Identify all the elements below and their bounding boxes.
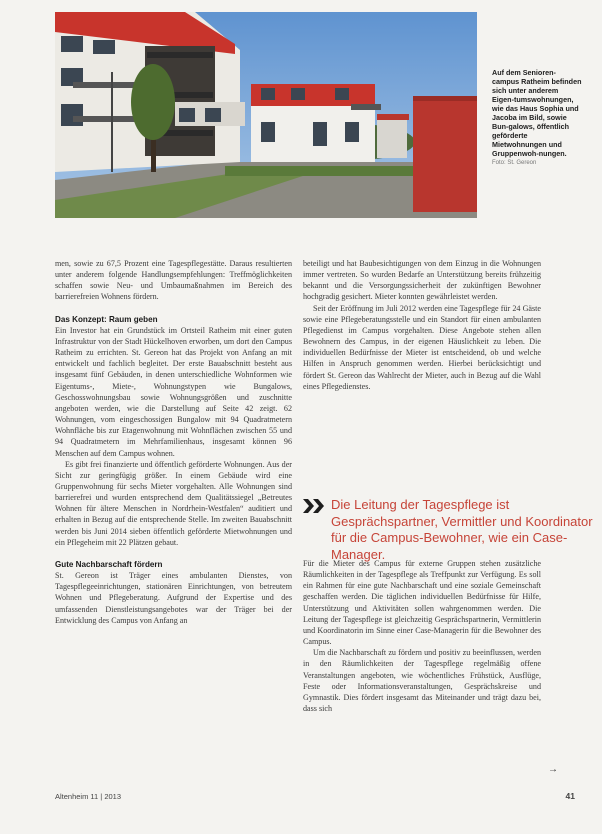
photo-credit: Foto: St. Gereon (492, 160, 537, 166)
magazine-issue: Altenheim 11 | 2013 (55, 792, 122, 801)
campus-photo (55, 12, 477, 218)
text-column-left (55, 258, 292, 626)
page-number: 41 (565, 791, 575, 801)
campus-photo-illustration (55, 12, 477, 218)
caption-text: Auf dem Senioren-campus Ratheim befinden sich unter anderem Eigen-tumswohnungen, wie das Haus Sophia und Jacoba im Bild, sowie Bun-galows, öffentlich geförderte Mietwohnungen und Gruppenwoh-nungen. (492, 68, 582, 158)
text-column-right-top (303, 258, 541, 392)
quote-arrows-icon (303, 499, 325, 513)
paragraph: St. Gereon ist Träger eines ambulanten Dienstes, von Tagespflegeeinrichtungen, stationären Einrichtungen, von betreutem Wohnen und Pflegeberatung. Aufgrund der Expertise und des umfassenden Dienstleistungsangebotes war der Träger bei der Entwicklung des Campus von Anfang an (55, 571, 292, 625)
text-column-right-bottom (303, 558, 541, 714)
paragraph: Seit der Eröffnung im Juli 2012 werden eine Tagespflege für 24 Gäste sowie eine Pflegeberatungsstelle und ein Standort für einen ambulanten Pflegedienst im Campus vorgehalten. Diese Angebote stehen allen Bewohnern des Campus, in der eigenen Häuslichkeit zu leben. Die individuellen Bedürfnisse der Mieter ist entscheidend, ob und welche Hilfen in Anspruch genommen werden. Hierbei berücksichtigt und fördert St. Gereon das Wahlrecht der Mieter, auch in Bezug auf die Wahl eines Pflegedienstes. (303, 303, 541, 391)
paragraph: Ein Investor hat ein Grundstück im Ortsteil Ratheim mit einer guten Infrastruktur von der Stadt Hückelhoven erworben, um dort den Campus Ratheim zu errichten. St. Gereon hat das Projekt von Anfang an mit entwickelt und fachlich begleitet. Der erste Bauabschnitt besteht aus insgesamt fünf Gebäuden, in denen unterschiedliche Wohnformen wie Eigentums-, Miete-, Wohnungstypen wie Bungalows, Geschosswohnungsbau sowie Wohnungsgrößen und zuschnitte angeboten werden, wie die Darstellung auf Seite 42 zeigt. 62 Wohnungen, vom eingeschossigen Bungalow mit 94 Quadratmetern Wohnfläche bis zur Etagenwohnung mit Wohnflächen zwischen 55 und 94 Quadratmetern im Mehrfamilienhaus, insgesamt können 96 Menschen auf dem Campus wohnen. (55, 325, 292, 458)
paragraph: Um die Nachbarschaft zu fördern und positiv zu beeinflussen, werden in den Räumlichkeiten der Tagespflege regelmäßig offene Veranstaltungen angeboten, wie wöchentliches Frühstück, Ausflüge, Feste oder Informationsveranstaltungen, Gesprächskreise und Gymnastik. Dies fördert insgesamt das Miteinander und trägt dazu bei, dass sich (303, 648, 541, 714)
continue-arrow-icon: → (548, 764, 558, 775)
section-heading-concept: Das Konzept: Raum geben (55, 314, 158, 324)
photo-caption (492, 68, 582, 168)
paragraph: beteiligt und hat Baubesichtigungen von dem Einzug in die Wohnungen immer vertreten. So wurden Bedarfe an Unterstützung bereits frühzeitig bekannt und die Versorgungssicherheit der zukünftigen Bewohner hochgradig gesichert. Mieter konnten gewährleistet werden. (303, 259, 541, 302)
section-heading-neighborhood: Gute Nachbarschaft fördern (55, 559, 163, 569)
paragraph: Für die Mieter des Campus für externe Gruppen stehen zusätzliche Räumlichkeiten in der Tagespflege als Treffpunkt zur Verfügung. Es soll ein Rahmen für eine gute Nachbarschaft und eine soziale Gemeinschaft geschaffen werden. Die täglichen individuellen Bedürfnisse für Hilfe, Unterstützung und Aktivitäten sollen wahrgenommen werden. Die Leitung der Tagespflege ist gleichzeitig Gesprächspartnerin, Vermittlerin und Koordinatorin im Sinne einer Case-Managerin für die Bewohner des Campus. (303, 559, 541, 647)
pull-quote-text: Die Leitung der Tagespflege ist Gesprächspartner, Vermittler und Koordinator für die Campus-Bewohner, wie ein Case-Manager. (331, 497, 593, 562)
paragraph: men, sowie zu 67,5 Prozent eine Tagespflegestätte. Daraus resultierten unter anderem folgende Handlungsempfehlungen: Treffmöglichkeiten schaffen sowie Neu- und Umbaumaßnahmen im Bereich des barrierefreien Wohnens fördern. (55, 259, 292, 302)
paragraph: Es gibt frei finanzierte und öffentlich geförderte Wohnungen. Aus der Sicht zur geringfügig größer. In einem Gebäude wird eine Gruppenwohnung für sechs Mieter vorgehalten. Alle Wohnungen sind barrierefrei und wurden entsprechend dem Qualitätssiegel „Betreutes Wohnen für ältere Menschen in Nordrhein-Westfalen“ auditiert und erhalten in Bezug auf die entsprechende Stelle. Im zweiten Bauabschnitt werden bis Juni 2014 sieben öffentlich geförderte Mietwohnungen und ein Pflegeheim mit 22 Plätzen gebaut. (55, 459, 292, 547)
pull-quote (303, 497, 593, 562)
page-footer (55, 792, 575, 804)
